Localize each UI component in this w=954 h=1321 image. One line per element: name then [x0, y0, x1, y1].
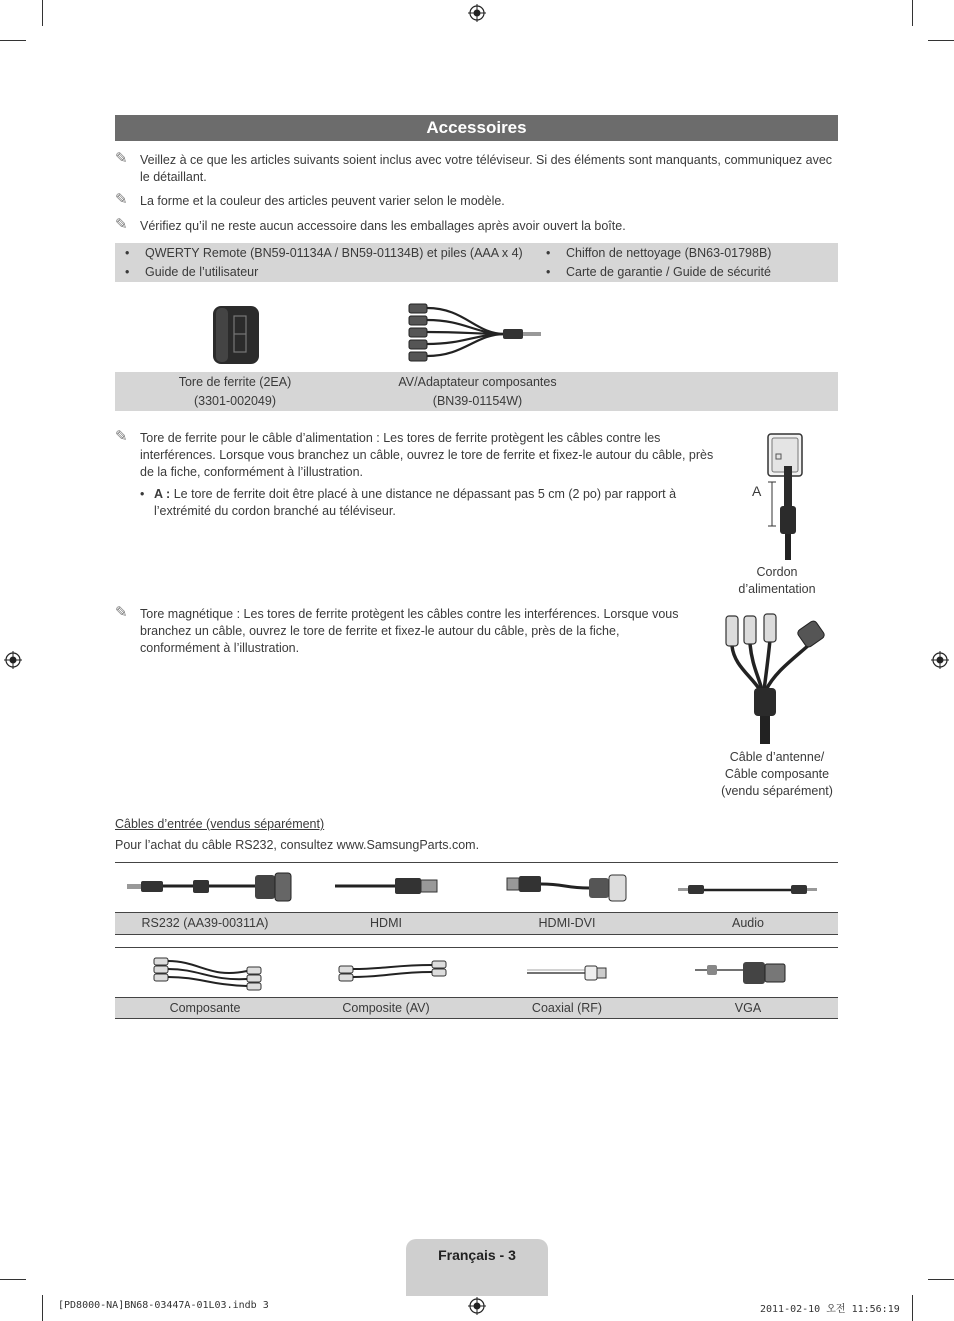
- cable-label-coaxial: Coaxial (RF): [531, 1001, 603, 1015]
- input-cables-subtext: Pour l’achat du câble RS232, consultez www.SamsungParts.com.: [115, 838, 480, 852]
- power-cord-caption: Cordon d’alimentation: [738, 565, 816, 596]
- page-number: Français - 3: [438, 1247, 516, 1263]
- divider: [115, 862, 838, 863]
- note-text: Veillez à ce que les articles suivants soient inclus avec votre téléviseur. Si des éléments sont manquants, communiquez avec le détaillant.: [140, 153, 833, 184]
- antenna-cable-caption: Câble d’antenne/ Câble composante (vendu séparément): [721, 750, 833, 798]
- crop-mark: [0, 40, 26, 41]
- crop-mark: [912, 1295, 913, 1321]
- note-pencil-icon: ✎: [115, 150, 128, 167]
- crop-mark: [928, 40, 954, 41]
- cable-label-hdmi-dvi: HDMI-DVI: [538, 916, 596, 930]
- print-slug-date: 2011-02-10 오전 11:56:19: [760, 1304, 900, 1315]
- note-check-packaging: [115, 218, 838, 235]
- cable-label-rs232: RS232 (AA39-00311A): [141, 916, 269, 930]
- av-adapter-image: [405, 302, 550, 366]
- rs232-cable-image: [125, 870, 295, 904]
- vga-cable-image: [693, 958, 793, 988]
- figure-marker-a: A: [752, 483, 762, 499]
- component-cable-image: [150, 955, 265, 993]
- composite-cable-image: [335, 957, 450, 989]
- note-pencil-icon: ✎: [115, 216, 128, 233]
- cable-label-audio: Audio: [732, 916, 764, 930]
- note-pencil-icon: ✎: [115, 428, 128, 445]
- note-text: Tore de ferrite pour le câble d’alimentation : Les tores de ferrite protègent les câbles contre les interférences. Lorsque vous branchez un câble, ouvrez le tore de ferrite et fixez-le autour du câble, près de la fiche, conformément à l’illustration.: [140, 431, 714, 479]
- ferrite-core-caption: Tore de ferrite (2EA) (3301-002049): [178, 375, 292, 408]
- ferrite-core-image: [210, 302, 262, 366]
- crop-mark: [0, 1279, 26, 1280]
- hdmi-cable-image: [333, 870, 443, 904]
- coaxial-cable-image: [525, 962, 610, 984]
- included-items-left: [125, 244, 545, 282]
- divider: [115, 1018, 838, 1019]
- crop-mark: [42, 1295, 43, 1321]
- note-items-included: [115, 152, 838, 186]
- cable-label-vga: VGA: [734, 1001, 762, 1015]
- note-ferrite-power: [115, 430, 715, 481]
- divider: [115, 934, 838, 935]
- registration-mark-icon: [468, 4, 486, 22]
- note-magnetic-core: [115, 606, 690, 657]
- audio-cable-image: [676, 880, 821, 900]
- hdmi-dvi-cable-image: [505, 868, 630, 906]
- list-item: • Chiffon de nettoyage (BN63-01798B): [546, 246, 772, 260]
- av-adapter-caption: AV/Adaptateur composantes (BN39-01154W): [398, 375, 557, 408]
- crop-mark: [928, 1279, 954, 1280]
- included-items-right: [546, 244, 836, 282]
- list-item: • QWERTY Remote (BN59-01134A / BN59-01134B) et piles (AAA x 4): [125, 246, 523, 260]
- note-text: La forme et la couleur des articles peuvent varier selon le modèle.: [140, 194, 505, 208]
- registration-mark-icon: [468, 1297, 486, 1315]
- note-text: Vérifiez qu’il ne reste aucun accessoire dans les emballages après avoir ouvert la boîte.: [140, 219, 626, 233]
- crop-mark: [42, 0, 43, 26]
- crop-mark: [912, 0, 913, 26]
- ferrite-sub-bullet: • A : Le tore de ferrite doit être placé à une distance ne dépassant pas 5 cm (2 po) par rapport à l’extrémité du cordon branché au téléviseur.: [140, 487, 677, 518]
- cable-label-composite: Composite (AV): [342, 1001, 430, 1015]
- registration-mark-icon: [4, 651, 22, 669]
- registration-mark-icon: [931, 651, 949, 669]
- note-pencil-icon: ✎: [115, 604, 128, 621]
- section-title: Accessoires: [115, 115, 838, 141]
- cable-label-component: Composante: [169, 1001, 241, 1015]
- note-shape-color: [115, 193, 838, 210]
- note-text: Tore magnétique : Les tores de ferrite protègent les câbles contre les interférences. Lorsque vous branchez un câble, ouvrez le tore de ferrite et fixez-le autour du câble, près de la fiche, conformément à l’illustration.: [140, 607, 679, 655]
- list-item: • Guide de l’utilisateur: [125, 265, 259, 279]
- cable-label-hdmi: HDMI: [370, 916, 402, 930]
- print-slug-file: [PD8000-NA]BN68-03447A-01L03.indb 3: [58, 1300, 269, 1311]
- input-cables-heading: Câbles d’entrée (vendus séparément): [115, 817, 325, 831]
- antenna-component-cable-figure: [720, 610, 835, 746]
- divider: [115, 947, 838, 948]
- note-pencil-icon: ✎: [115, 191, 128, 208]
- list-item: • Carte de garantie / Guide de sécurité: [546, 265, 771, 279]
